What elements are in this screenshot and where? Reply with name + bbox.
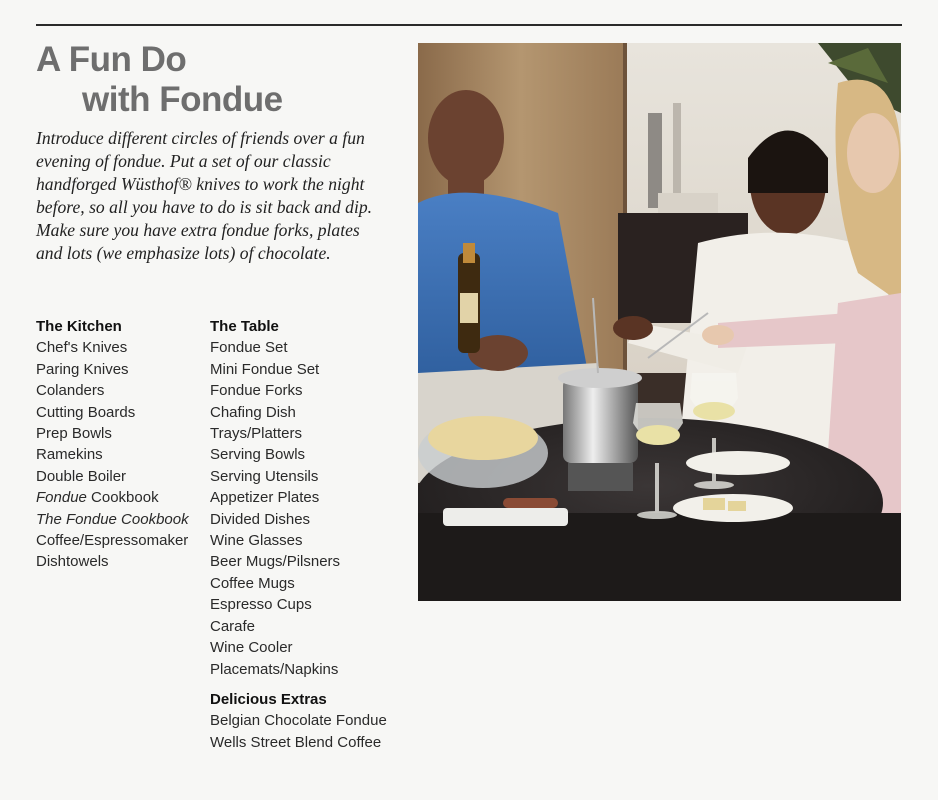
list-item: Fondue Forks bbox=[210, 382, 303, 400]
title-line-2: with Fondue bbox=[82, 80, 283, 119]
list-item: Serving Bowls bbox=[210, 446, 306, 464]
list-item: Wine Cooler bbox=[210, 639, 293, 657]
list-item: Fondue Set bbox=[210, 339, 288, 357]
list-item: Paring Knives bbox=[36, 360, 129, 378]
list-item: Divided Dishes bbox=[210, 510, 311, 528]
list-item: Coffee Mugs bbox=[210, 574, 295, 592]
list-item: Serving Utensils bbox=[210, 467, 319, 485]
list-item: Appetizer Plates bbox=[210, 489, 320, 507]
list-item: Trays/Platters bbox=[210, 425, 302, 443]
title-line-1: A Fun Do bbox=[36, 40, 187, 79]
list-item: Ramekins bbox=[36, 446, 103, 464]
the-fondue-cookbook-italic: The Fondue Cookbook bbox=[36, 510, 189, 528]
list-item: Chef's Knives bbox=[36, 339, 128, 357]
list-item: Placemats/Napkins bbox=[210, 660, 339, 678]
table-heading: The Table bbox=[210, 318, 279, 335]
list-item-the-fondue-cookbook bbox=[36, 509, 189, 530]
list-item: Colanders bbox=[36, 382, 105, 400]
kitchen-list bbox=[36, 316, 189, 573]
fondue-cookbook-italic: Fondue bbox=[36, 489, 87, 507]
intro-paragraph: Introduce different circles of friends over a fun evening of fondue. Put a set of our classic handforged Wüsthof® knives to work the night before, so all you have to do is sit back and dip. Make sure you have extra fondue forks, plates and lots (we emphasize lots) of chocolate. bbox=[36, 128, 373, 263]
list-item: Dishtowels bbox=[36, 553, 109, 571]
table-list bbox=[210, 316, 340, 680]
list-item: Coffee/Espressomaker bbox=[36, 532, 189, 550]
list-item: Cutting Boards bbox=[36, 403, 136, 421]
list-item-fondue-cookbook: Fondue Cookbook bbox=[36, 489, 159, 507]
list-item: Double Boiler bbox=[36, 467, 127, 485]
fondue-party-photo bbox=[418, 43, 901, 601]
kitchen-heading: The Kitchen bbox=[36, 318, 122, 335]
extras-list bbox=[210, 689, 387, 753]
list-item: Chafing Dish bbox=[210, 403, 296, 421]
extras-heading: Delicious Extras bbox=[210, 691, 327, 708]
photo-illustration bbox=[418, 43, 901, 601]
list-item: Espresso Cups bbox=[210, 596, 312, 614]
list-item: Wells Street Blend Coffee bbox=[210, 733, 382, 751]
list-item: Beer Mugs/Pilsners bbox=[210, 553, 341, 571]
list-item: Carafe bbox=[210, 617, 256, 635]
list-item: Wine Glasses bbox=[210, 532, 303, 550]
list-item: Prep Bowls bbox=[36, 425, 112, 443]
list-item: Mini Fondue Set bbox=[210, 360, 320, 378]
list-item: Belgian Chocolate Fondue bbox=[210, 712, 387, 730]
top-rule bbox=[36, 24, 902, 26]
page-title bbox=[36, 40, 283, 120]
